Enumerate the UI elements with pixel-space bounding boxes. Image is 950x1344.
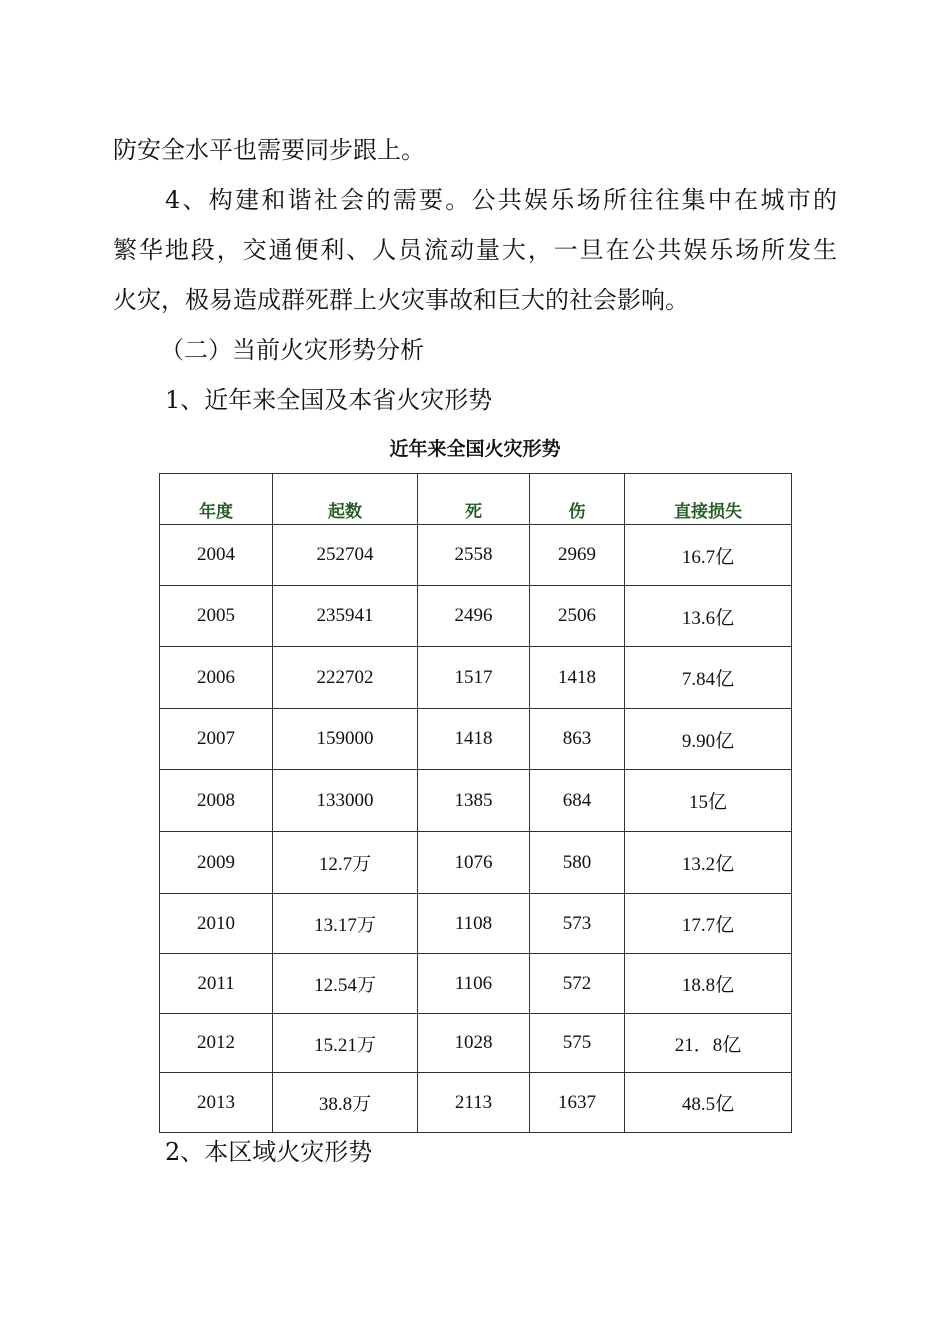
cell-deaths: 1106 — [418, 954, 530, 1014]
cell-year: 2010 — [160, 894, 273, 954]
header-injuries: 伤 — [530, 474, 625, 525]
paragraph-line: 火灾，极易造成群死群上火灾事故和巨大的社会影响。 — [113, 286, 689, 314]
table-row — [160, 1073, 792, 1133]
subsection-heading: 2、本区域火灾形势 — [165, 1138, 373, 1166]
cell-injuries: 2506 — [530, 586, 625, 647]
cell-year: 2004 — [160, 525, 273, 586]
table-row — [160, 954, 792, 1014]
cell-injuries: 572 — [530, 954, 625, 1014]
cell-year: 2005 — [160, 586, 273, 647]
cell-count: 38.8万 — [273, 1073, 418, 1133]
cell-loss: 7.84亿 — [625, 647, 792, 709]
cell-injuries: 684 — [530, 770, 625, 832]
table-row — [160, 770, 792, 832]
subsection-heading: 1、近年来全国及本省火灾形势 — [165, 386, 493, 414]
cell-loss: 17.7亿 — [625, 894, 792, 954]
cell-loss: 16.7亿 — [625, 525, 792, 586]
cell-year: 2008 — [160, 770, 273, 832]
cell-loss: 15亿 — [625, 770, 792, 832]
table-row — [160, 894, 792, 954]
table-row — [160, 647, 792, 709]
cell-loss: 21．8亿 — [625, 1014, 792, 1073]
paragraph-line: 繁华地段，交通便利、人员流动量大，一旦在公共娱乐场所发生 — [113, 236, 837, 264]
cell-deaths: 1418 — [418, 709, 530, 770]
paragraph-line: 防安全水平也需要同步跟上。 — [113, 136, 425, 164]
table-row — [160, 1014, 792, 1073]
cell-deaths: 1076 — [418, 832, 530, 894]
cell-count: 12.54万 — [273, 954, 418, 1014]
cell-injuries: 573 — [530, 894, 625, 954]
header-deaths: 死 — [418, 474, 530, 525]
cell-year: 2007 — [160, 709, 273, 770]
cell-deaths: 2496 — [418, 586, 530, 647]
table-row — [160, 525, 792, 586]
cell-injuries: 575 — [530, 1014, 625, 1073]
cell-loss: 13.2亿 — [625, 832, 792, 894]
section-heading: （二）当前火灾形势分析 — [160, 336, 424, 364]
header-loss: 直接损失 — [625, 474, 792, 525]
cell-injuries: 580 — [530, 832, 625, 894]
cell-count: 133000 — [273, 770, 418, 832]
cell-loss: 48.5亿 — [625, 1073, 792, 1133]
cell-injuries: 2969 — [530, 525, 625, 586]
cell-count: 252704 — [273, 525, 418, 586]
cell-year: 2006 — [160, 647, 273, 709]
cell-year: 2013 — [160, 1073, 273, 1133]
cell-deaths: 2113 — [418, 1073, 530, 1133]
cell-year: 2011 — [160, 954, 273, 1014]
cell-deaths: 2558 — [418, 525, 530, 586]
table-row — [160, 709, 792, 770]
cell-injuries: 863 — [530, 709, 625, 770]
table-caption: 近年来全国火灾形势 — [389, 438, 561, 460]
cell-count: 222702 — [273, 647, 418, 709]
cell-deaths: 1517 — [418, 647, 530, 709]
cell-injuries: 1418 — [530, 647, 625, 709]
cell-count: 15.21万 — [273, 1014, 418, 1073]
cell-year: 2009 — [160, 832, 273, 894]
cell-injuries: 1637 — [530, 1073, 625, 1133]
cell-loss: 9.90亿 — [625, 709, 792, 770]
cell-year: 2012 — [160, 1014, 273, 1073]
fire-statistics-table — [159, 473, 792, 1133]
cell-count: 12.7万 — [273, 832, 418, 894]
header-year: 年度 — [160, 474, 273, 525]
cell-loss: 18.8亿 — [625, 954, 792, 1014]
table-row — [160, 586, 792, 647]
cell-count: 159000 — [273, 709, 418, 770]
cell-deaths: 1028 — [418, 1014, 530, 1073]
cell-deaths: 1385 — [418, 770, 530, 832]
cell-count: 235941 — [273, 586, 418, 647]
cell-deaths: 1108 — [418, 894, 530, 954]
table-row — [160, 832, 792, 894]
table-header-row — [160, 474, 792, 525]
cell-count: 13.17万 — [273, 894, 418, 954]
paragraph-line: 4、构建和谐社会的需要。公共娱乐场所往往集中在城市的 — [165, 186, 837, 214]
header-count: 起数 — [273, 474, 418, 525]
cell-loss: 13.6亿 — [625, 586, 792, 647]
